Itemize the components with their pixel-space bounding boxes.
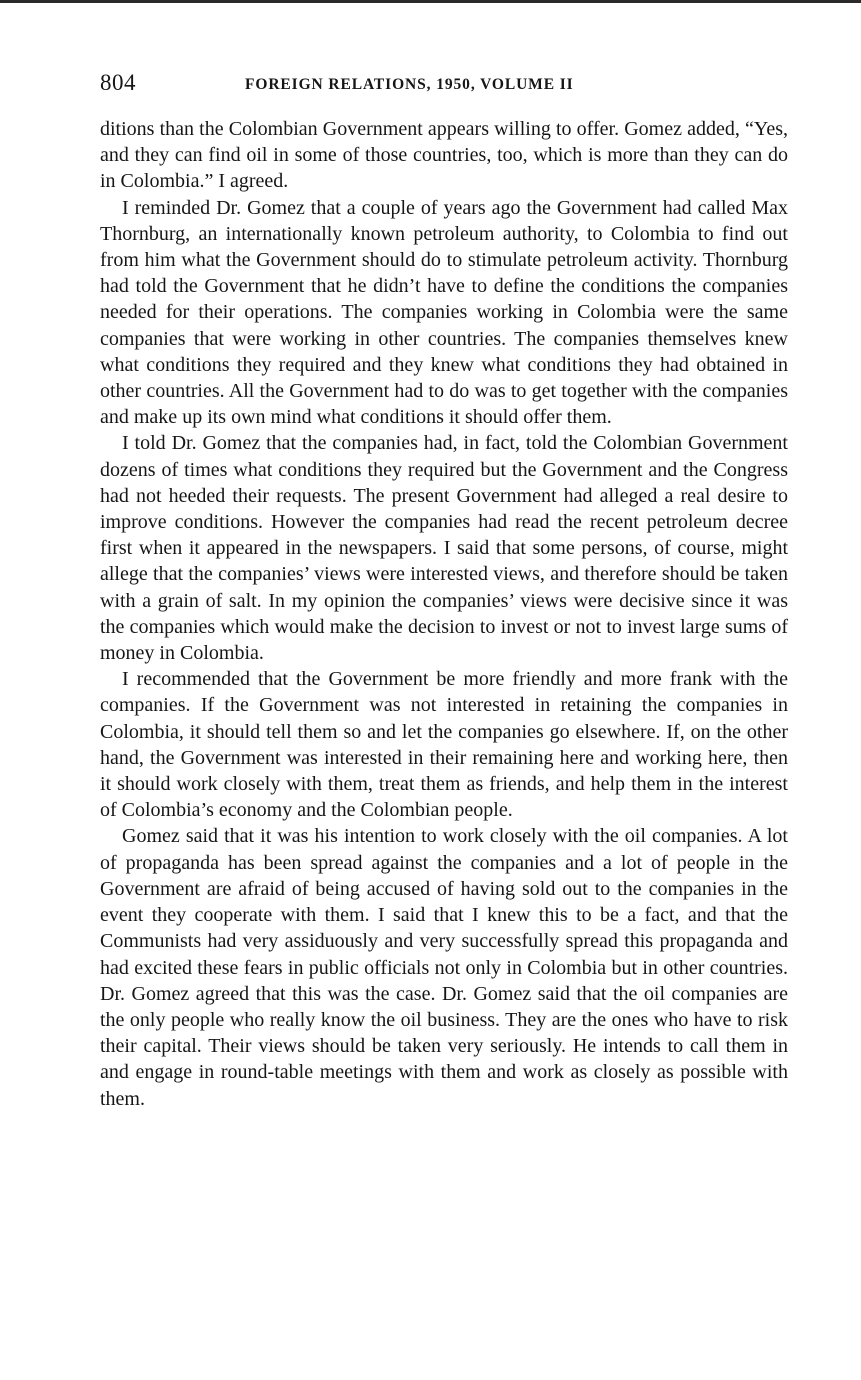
document-page (100, 68, 788, 1112)
running-head: FOREIGN RELATIONS, 1950, VOLUME II (245, 76, 574, 93)
page-header (100, 68, 788, 104)
paragraph-continued: ditions than the Colombian Government appears willing to offer. Gomez added, “Yes, and they can find oil in some of those countries, too, which is more than they can do in Colombia.” I agreed. (100, 118, 788, 193)
page-top-edge (0, 0, 861, 3)
paragraph-recommendation: I recommended that the Government be more friendly and more frank with the companies. If the Government was not interested in retaining the companies in Colombia, it should tell them so and let the companies go elsewhere. If, on the other hand, the Government was interested in their remaining here and working here, then it should work closely with them, treat them as friends, and help them in the interest of Colombia’s economy and the Colombian people. (100, 668, 788, 822)
paragraph-thornburg: I reminded Dr. Gomez that a couple of years ago the Government had called Max Thornburg, an internationally known petroleum authority, to Colombia to find out from him what the Government should do to stimulate petroleum activity. Thornburg had told the Government that he didn’t have to define the conditions the companies needed for their operations. The companies working in Colombia were the same companies that were working in other countries. The companies themselves knew what conditions they required and they knew what conditions they had obtained in other countries. All the Government had to do was to get together with the companies and make up its own mind what conditions it should offer them. (100, 196, 788, 429)
paragraph-gomez-intention: Gomez said that it was his intention to work closely with the oil companies. A lot of propaganda has been spread against the companies and a lot of people in the Government are afraid of being accused of having sold out to the companies in the event they cooperate with them. I said that I knew this to be a fact, and that the Communists had very assiduously and very successfully spread this propaganda and had excited these fears in public officials not only in Colombia but in other countries. Dr. Gomez agreed that this was the case. Dr. Gomez said that the oil companies are the only people who really know the oil business. They are the ones who have to risk their capital. Their views should be taken very seriously. He intends to call them in and engage in round-table meetings with them and work as closely as possible with them. (100, 825, 788, 1110)
page-number: 804 (100, 70, 136, 95)
body-text (100, 116, 788, 1112)
paragraph-companies-conditions: I told Dr. Gomez that the companies had, in fact, told the Colombian Government dozens of times what conditions they required but the Government and the Congress had not heeded their requests. The present Government had alleged a real desire to improve conditions. However the companies had read the recent petroleum decree first when it appeared in the newspapers. I said that some persons, of course, might allege that the companies’ views were interested views, and therefore should be taken with a grain of salt. In my opinion the companies’ views were decisive since it was the companies which would make the decision to invest or not to invest large sums of money in Colombia. (100, 432, 788, 665)
